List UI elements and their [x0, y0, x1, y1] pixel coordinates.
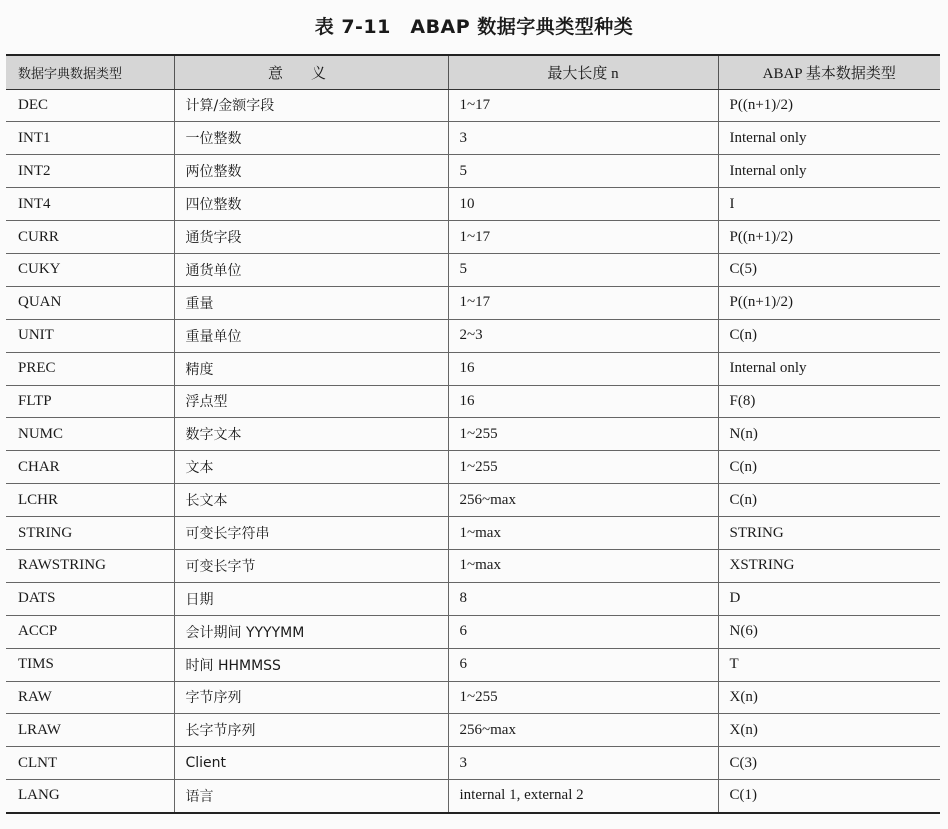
cell-abap-type: STRING — [718, 517, 940, 550]
table-row — [6, 89, 940, 122]
cell-dictionary-type: DEC — [6, 89, 174, 122]
cell-dictionary-type: INT2 — [6, 155, 174, 188]
cell-max-length: 5 — [448, 253, 718, 286]
cell-abap-type: X(n) — [718, 681, 940, 714]
cell-abap-type: I — [718, 188, 940, 221]
cell-meaning: 通货字段 — [174, 221, 448, 254]
header-max-length: 最大长度 n — [448, 55, 718, 89]
cell-meaning: 计算/金额字段 — [174, 89, 448, 122]
table-caption: 表 7-11 ABAP 数据字典类型种类 — [314, 16, 634, 38]
cell-meaning: 重量单位 — [174, 319, 448, 352]
cell-abap-type: X(n) — [718, 714, 940, 747]
cell-dictionary-type: STRING — [6, 517, 174, 550]
cell-meaning: 一位整数 — [174, 122, 448, 155]
table-row — [6, 451, 940, 484]
header-dictionary-type: 数据字典数据类型 — [6, 55, 174, 89]
cell-meaning: 浮点型 — [174, 385, 448, 418]
cell-dictionary-type: PREC — [6, 352, 174, 385]
cell-max-length: 1~255 — [448, 681, 718, 714]
table-row — [6, 286, 940, 319]
cell-dictionary-type: RAWSTRING — [6, 549, 174, 582]
cell-abap-type: T — [718, 648, 940, 681]
table-row — [6, 188, 940, 221]
cell-dictionary-type: INT1 — [6, 122, 174, 155]
header-meaning: 意义 — [174, 55, 448, 89]
cell-abap-type: P((n+1)/2) — [718, 221, 940, 254]
cell-dictionary-type: LRAW — [6, 714, 174, 747]
cell-meaning: Client — [174, 747, 448, 780]
cell-meaning: 日期 — [174, 582, 448, 615]
table-row — [6, 484, 940, 517]
cell-abap-type: F(8) — [718, 385, 940, 418]
cell-meaning: 会计期间 YYYYMM — [174, 615, 448, 648]
cell-meaning: 长字节序列 — [174, 714, 448, 747]
table-header-row — [6, 55, 940, 89]
cell-abap-type: C(n) — [718, 319, 940, 352]
cell-max-length: 3 — [448, 747, 718, 780]
cell-max-length: 1~17 — [448, 286, 718, 319]
table-row — [6, 780, 940, 813]
table-row — [6, 352, 940, 385]
cell-abap-type: Internal only — [718, 352, 940, 385]
table-row — [6, 221, 940, 254]
cell-meaning: 文本 — [174, 451, 448, 484]
cell-dictionary-type: CUKY — [6, 253, 174, 286]
cell-meaning: 长文本 — [174, 484, 448, 517]
cell-dictionary-type: TIMS — [6, 648, 174, 681]
cell-meaning: 两位整数 — [174, 155, 448, 188]
cell-dictionary-type: LANG — [6, 780, 174, 813]
cell-abap-type: C(1) — [718, 780, 940, 813]
table-row — [6, 418, 940, 451]
cell-max-length: 2~3 — [448, 319, 718, 352]
cell-dictionary-type: FLTP — [6, 385, 174, 418]
cell-max-length: 3 — [448, 122, 718, 155]
cell-dictionary-type: CURR — [6, 221, 174, 254]
cell-meaning: 数字文本 — [174, 418, 448, 451]
cell-max-length: 1~max — [448, 517, 718, 550]
table-row — [6, 549, 940, 582]
table-row — [6, 319, 940, 352]
cell-dictionary-type: ACCP — [6, 615, 174, 648]
cell-dictionary-type: DATS — [6, 582, 174, 615]
cell-max-length: 1~max — [448, 549, 718, 582]
cell-max-length: 256~max — [448, 714, 718, 747]
cell-abap-type: P((n+1)/2) — [718, 286, 940, 319]
cell-max-length: 5 — [448, 155, 718, 188]
table-row — [6, 253, 940, 286]
cell-dictionary-type: NUMC — [6, 418, 174, 451]
cell-dictionary-type: RAW — [6, 681, 174, 714]
table-row — [6, 385, 940, 418]
table-row — [6, 648, 940, 681]
cell-abap-type: C(3) — [718, 747, 940, 780]
table-row — [6, 122, 940, 155]
cell-abap-type: XSTRING — [718, 549, 940, 582]
cell-abap-type: C(n) — [718, 484, 940, 517]
cell-max-length: 6 — [448, 648, 718, 681]
cell-meaning: 重量 — [174, 286, 448, 319]
cell-max-length: 6 — [448, 615, 718, 648]
cell-abap-type: P((n+1)/2) — [718, 89, 940, 122]
cell-abap-type: N(n) — [718, 418, 940, 451]
cell-meaning: 四位整数 — [174, 188, 448, 221]
cell-max-length: 8 — [448, 582, 718, 615]
cell-meaning: 语言 — [174, 780, 448, 813]
cell-max-length: 1~17 — [448, 89, 718, 122]
cell-dictionary-type: INT4 — [6, 188, 174, 221]
cell-max-length: 1~17 — [448, 221, 718, 254]
cell-dictionary-type: UNIT — [6, 319, 174, 352]
cell-dictionary-type: LCHR — [6, 484, 174, 517]
cell-max-length: 10 — [448, 188, 718, 221]
cell-abap-type: Internal only — [718, 122, 940, 155]
abap-data-types-table — [6, 54, 940, 814]
table-row — [6, 747, 940, 780]
cell-abap-type: D — [718, 582, 940, 615]
cell-max-length: 256~max — [448, 484, 718, 517]
cell-dictionary-type: QUAN — [6, 286, 174, 319]
table-row — [6, 681, 940, 714]
cell-meaning: 时间 HHMMSS — [174, 648, 448, 681]
table-row — [6, 615, 940, 648]
cell-abap-type: Internal only — [718, 155, 940, 188]
cell-max-length: internal 1, external 2 — [448, 780, 718, 813]
cell-max-length: 1~255 — [448, 451, 718, 484]
cell-meaning: 通货单位 — [174, 253, 448, 286]
cell-abap-type: N(6) — [718, 615, 940, 648]
cell-meaning: 字节序列 — [174, 681, 448, 714]
cell-max-length: 1~255 — [448, 418, 718, 451]
cell-max-length: 16 — [448, 352, 718, 385]
cell-dictionary-type: CLNT — [6, 747, 174, 780]
cell-dictionary-type: CHAR — [6, 451, 174, 484]
header-abap-type: ABAP 基本数据类型 — [718, 55, 940, 89]
table-row — [6, 517, 940, 550]
cell-abap-type: C(5) — [718, 253, 940, 286]
cell-meaning: 精度 — [174, 352, 448, 385]
cell-meaning: 可变长字符串 — [174, 517, 448, 550]
table-row — [6, 714, 940, 747]
table-row — [6, 582, 940, 615]
cell-abap-type: C(n) — [718, 451, 940, 484]
cell-meaning: 可变长字节 — [174, 549, 448, 582]
table-row — [6, 155, 940, 188]
cell-max-length: 16 — [448, 385, 718, 418]
